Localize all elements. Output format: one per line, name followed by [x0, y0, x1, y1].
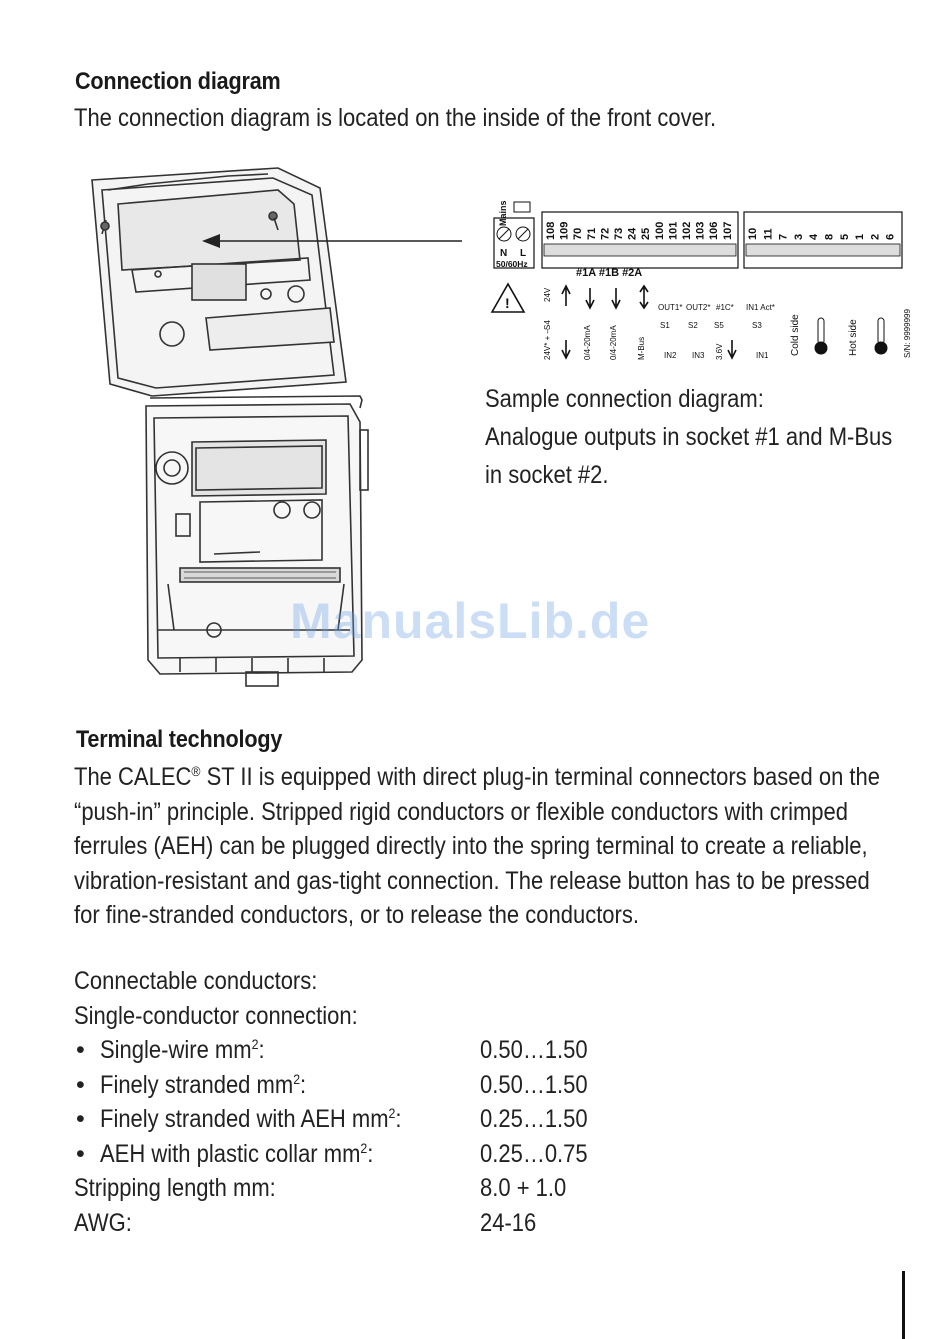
terminal-number: 103: [694, 221, 707, 240]
label-s3: S3: [752, 321, 762, 330]
conductors-heading-row: [74, 967, 874, 1002]
stripping-row: [74, 1174, 874, 1209]
terminal-number: 72: [599, 227, 612, 240]
terminal-number: 109: [558, 221, 571, 240]
label-hot-side: Hot side: [848, 319, 859, 356]
mains-l: L: [520, 248, 527, 259]
terminal-number: 3: [792, 233, 805, 240]
terminal-number: 11: [762, 228, 775, 240]
terminal-numbers-b: [747, 228, 897, 240]
terminal-number: 108: [545, 221, 557, 240]
spec-row: [74, 1105, 874, 1140]
terminal-number: 101: [667, 221, 680, 240]
label-ma2: 0/4-20mA: [609, 325, 618, 360]
connection-diagram-heading: Connection diagram: [75, 68, 281, 95]
socket-labels: #1A #1B #2A: [576, 267, 643, 279]
para-line-1-rest: ST II is equipped with direct plug-in terminal connectors based on the: [200, 763, 881, 791]
label-cold-side: Cold side: [790, 314, 801, 356]
conductors-subheading: Single-conductor connection:: [74, 1001, 358, 1030]
spec-value: 0.50…1.50: [480, 1070, 588, 1099]
label-out2: OUT2*: [686, 303, 711, 312]
svg-text:!: !: [505, 295, 510, 311]
terminal-number: 4: [808, 233, 821, 240]
bullet: •: [76, 1139, 85, 1168]
awg-value: 24-16: [480, 1208, 537, 1237]
para-line-1: [74, 760, 880, 795]
label-s4: S4: [543, 320, 552, 330]
bullet: •: [76, 1105, 85, 1133]
label-s1: S1: [660, 321, 670, 330]
para-calec: The CALEC: [74, 763, 192, 791]
spec-label: Single-wire $mm^2$:: [100, 1036, 265, 1064]
terminal-label-diagram: [486, 190, 926, 365]
caption-line-3: in socket #2.: [485, 461, 609, 489]
terminal-number: 71: [585, 227, 598, 240]
spec-label: AEH with plastic collar $mm^2$:: [100, 1139, 374, 1168]
para-line-2: “push-in” principle. Stripped rigid conductors or flexible conductors with crimped: [74, 797, 849, 826]
awg-row: [74, 1209, 874, 1244]
mains-label: Mains: [498, 200, 508, 226]
spec-label: Finely stranded with AEH $mm^2$:: [100, 1105, 402, 1133]
bullet: •: [76, 1070, 85, 1099]
registered-mark: ®: [191, 763, 201, 779]
label-serial: S/N: 9999999: [903, 309, 912, 358]
awg-label: AWG:: [74, 1208, 132, 1237]
terminal-number: 106: [708, 221, 721, 240]
conductor-spec-list: [74, 967, 874, 1243]
caption-line-2: Analogue outputs in socket #1 and M-Bus: [485, 423, 893, 451]
label-s2: S2: [688, 321, 698, 330]
bullet: •: [76, 1036, 85, 1064]
terminal-numbers-a: [545, 222, 734, 240]
conductors-heading: Connectable conductors:: [74, 967, 318, 995]
spec-label: Finely stranded $mm^2$:: [100, 1070, 307, 1099]
watermark: ManualsLib.de: [290, 593, 651, 649]
terminal-number: 7: [777, 233, 790, 240]
label-in1: IN1: [756, 351, 769, 360]
terminal-number: 8: [823, 233, 836, 240]
spec-value: 0.50…1.50: [480, 1036, 588, 1064]
label-ma1: 0/4-20mA: [583, 325, 592, 360]
terminal-number: 24: [626, 227, 639, 240]
page-edge-bar: [902, 1271, 905, 1339]
spec-row: [74, 1071, 874, 1106]
label-out1: OUT1*: [658, 303, 683, 312]
terminal-number: 2: [869, 233, 882, 240]
label-in2: IN2: [664, 351, 677, 360]
terminal-technology-paragraph: [74, 760, 880, 933]
label-1c: #1C*: [716, 303, 734, 312]
terminal-technology-heading: Terminal technology: [76, 726, 283, 753]
mains-n: N: [500, 248, 508, 259]
terminal-number: 6: [884, 233, 897, 240]
diagram-caption: [485, 380, 892, 494]
terminal-number: 70: [572, 227, 585, 240]
terminal-number: 102: [681, 221, 693, 240]
label-24v-bottom: 24V* + –: [543, 329, 552, 360]
para-line-4: vibration-resistant and gas-tight connection. The release button has to be pressed: [74, 866, 870, 895]
para-line-5: for fine-stranded conductors, or to release the conductors.: [74, 901, 639, 929]
terminal-number: 107: [721, 221, 734, 240]
terminal-number: 73: [613, 227, 625, 240]
label-mbus: M-Bus: [637, 336, 646, 360]
spec-value: 0.25…1.50: [480, 1105, 588, 1133]
conductors-subheading-row: [74, 1002, 874, 1037]
terminal-number: 10: [747, 227, 759, 240]
terminal-number: 5: [838, 233, 851, 240]
label-36v: 3.6V: [715, 343, 724, 360]
label-in3: IN3: [692, 351, 705, 360]
spec-value: 0.25…0.75: [480, 1139, 588, 1168]
stripping-label: Stripping length mm:: [74, 1174, 276, 1202]
label-24v-top: 24V: [543, 287, 552, 302]
spec-row: [74, 1140, 874, 1175]
reference-arrow: [200, 226, 465, 256]
caption-line-1: Sample connection diagram:: [485, 385, 764, 413]
mains-hz: 50/60Hz: [496, 259, 528, 269]
label-in1act: IN1 Act*: [746, 303, 775, 312]
stripping-value: 8.0 + 1.0: [480, 1174, 567, 1202]
terminal-number: 25: [640, 227, 653, 240]
terminal-number: 100: [653, 221, 666, 240]
connection-diagram-intro: The connection diagram is located on the inside of the front cover.: [74, 104, 717, 132]
terminal-number: 1: [854, 233, 867, 240]
spec-row: [74, 1036, 874, 1071]
para-line-3: ferrules (AEH) can be plugged directly into the spring terminal to create a reliable,: [74, 832, 868, 860]
label-s5: S5: [714, 321, 724, 330]
